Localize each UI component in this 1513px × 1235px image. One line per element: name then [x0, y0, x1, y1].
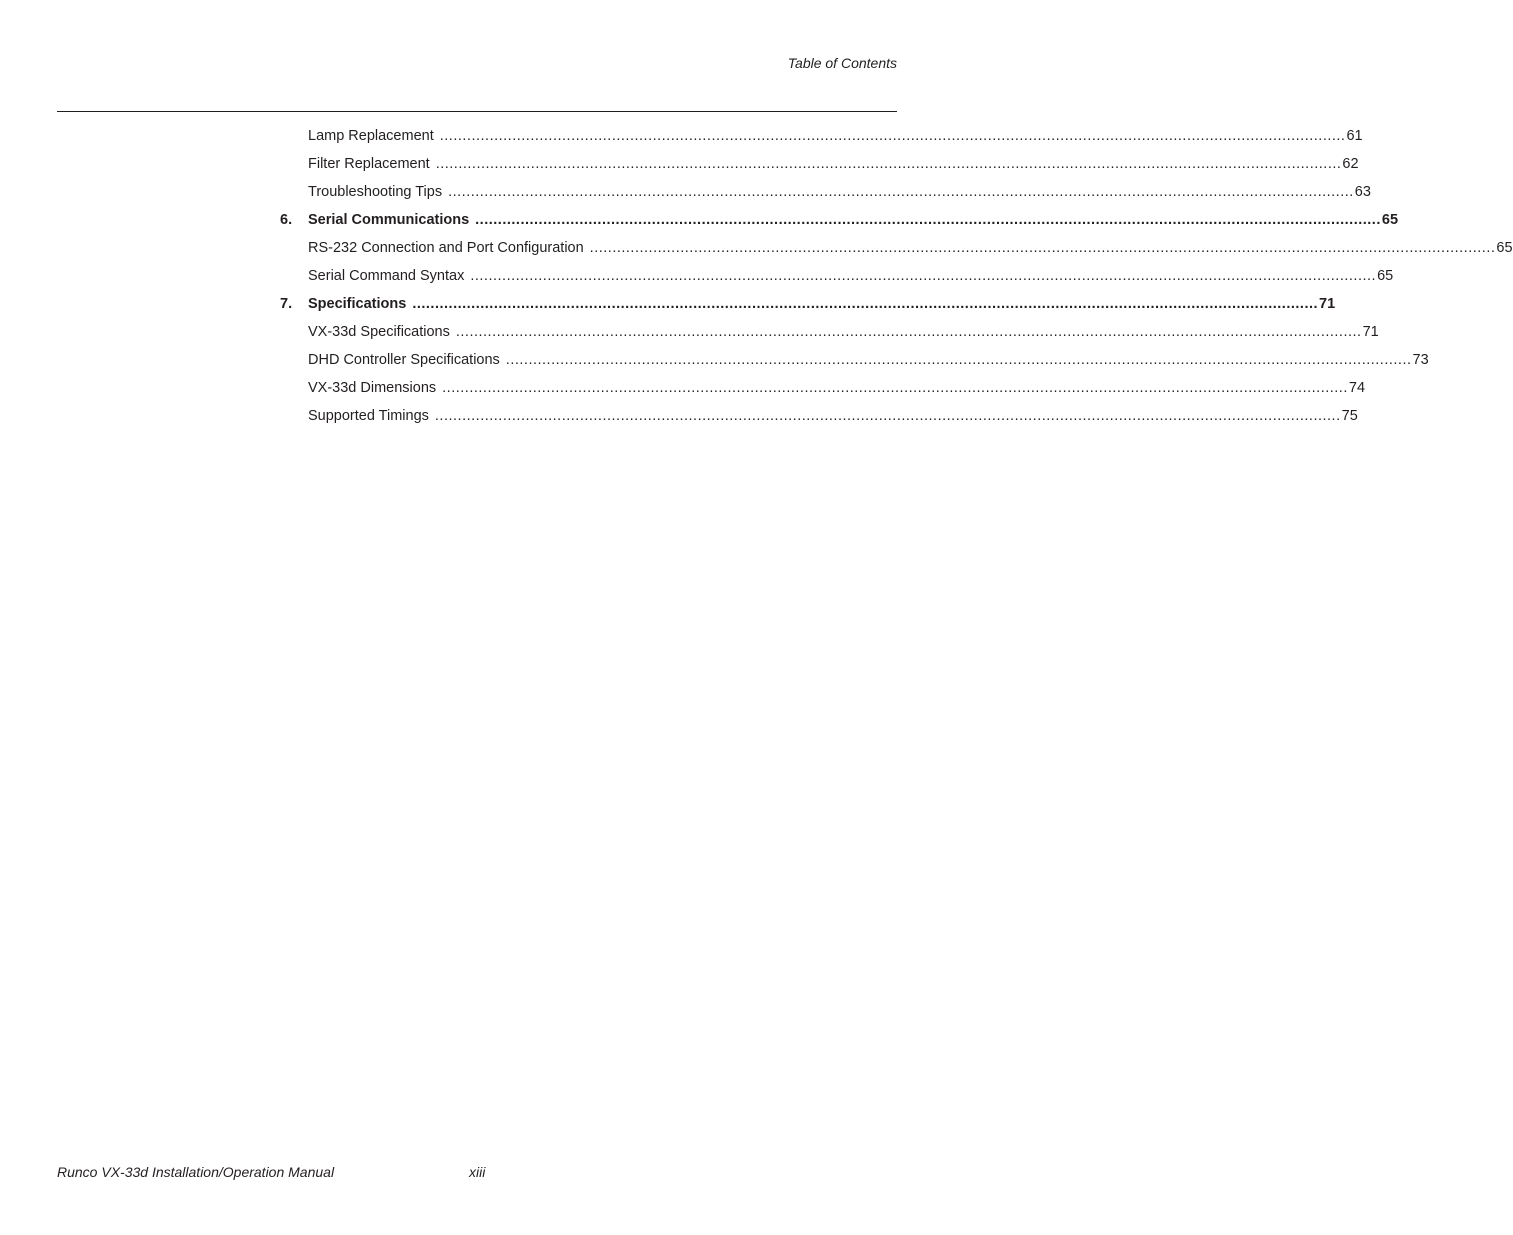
toc-entry-label[interactable]: Lamp Replacement — [308, 128, 434, 144]
toc-entry-page[interactable]: 61 — [1346, 128, 1363, 144]
toc-chapter-number: 7. — [280, 296, 293, 312]
toc-entry-label[interactable]: Filter Replacement — [308, 156, 430, 172]
header-rule — [57, 111, 897, 112]
dot-leader: ........................................................................................................................................................................................................ — [505, 352, 1412, 368]
toc-chapter-serial-communications[interactable] — [270, 206, 1399, 234]
dot-leader: ........................................................................................................................................................................................................ — [455, 324, 1362, 340]
dot-leader: ........................................................................................................................................................................................................ — [434, 408, 1341, 424]
running-header-title: Table of Contents — [787, 55, 897, 71]
toc-chapter-label[interactable]: Specifications — [308, 296, 407, 312]
toc-entry-label[interactable]: Troubleshooting Tips — [308, 184, 443, 200]
dot-leader: ........................................................................................................................................................................................................ — [470, 268, 1377, 284]
toc-entry-page[interactable]: 65 — [1377, 268, 1394, 284]
toc-chapter-page[interactable]: 65 — [1381, 212, 1399, 228]
toc-entry-page[interactable]: 75 — [1341, 408, 1358, 424]
dot-leader: ........................................................................................................................................................................................................ — [589, 240, 1496, 256]
toc-entry-page[interactable]: 71 — [1362, 324, 1379, 340]
toc-entry-vx33d-specifications[interactable] — [270, 318, 1379, 346]
toc-entry-dhd-controller-specifications[interactable] — [270, 346, 1429, 374]
toc-entry-vx33d-dimensions[interactable] — [270, 374, 1366, 402]
toc-chapter-label[interactable]: Serial Communications — [308, 212, 470, 228]
toc-entry-supported-timings[interactable] — [270, 402, 1358, 430]
footer-page-number: xiii — [469, 1164, 486, 1180]
dot-leader: ........................................................................................................................................................................................................ — [442, 380, 1348, 396]
toc-entry-label[interactable]: Serial Command Syntax — [308, 268, 465, 284]
toc-entry-serial-command-syntax[interactable] — [270, 262, 1394, 290]
dot-leader: ........................................................................................................................................................................................................ — [475, 212, 1381, 228]
footer-manual-title: Runco VX-33d Installation/Operation Manual — [57, 1164, 335, 1180]
dot-leader: ........................................................................................................................................................................................................ — [412, 296, 1319, 312]
toc-entry-page[interactable]: 63 — [1354, 184, 1371, 200]
toc-entry-label[interactable]: DHD Controller Specifications — [308, 352, 500, 368]
dot-leader: ........................................................................................................................................................................................................ — [439, 128, 1346, 144]
toc-entry-label[interactable]: VX-33d Dimensions — [308, 380, 437, 396]
table-of-contents — [270, 122, 1513, 430]
toc-entry-page[interactable]: 73 — [1412, 352, 1429, 368]
dot-leader: ........................................................................................................................................................................................................ — [435, 156, 1342, 172]
toc-entry-troubleshooting-tips[interactable] — [270, 178, 1371, 206]
toc-entry-label[interactable]: RS-232 Connection and Port Configuration — [308, 240, 584, 256]
toc-chapter-number: 6. — [280, 212, 293, 228]
toc-entry-lamp-replacement[interactable] — [270, 122, 1363, 150]
toc-entry-page[interactable]: 65 — [1496, 240, 1513, 256]
toc-entry-label[interactable]: VX-33d Specifications — [308, 324, 450, 340]
dot-leader: ........................................................................................................................................................................................................ — [448, 184, 1354, 200]
toc-chapter-page[interactable]: 71 — [1319, 296, 1336, 312]
toc-entry-page[interactable]: 74 — [1348, 380, 1366, 396]
toc-entry-label[interactable]: Supported Timings — [308, 408, 429, 424]
toc-chapter-specifications[interactable] — [270, 290, 1336, 318]
toc-entry-filter-replacement[interactable] — [270, 150, 1359, 178]
toc-entry-page[interactable]: 62 — [1342, 156, 1359, 172]
toc-entry-rs232-connection[interactable] — [270, 234, 1513, 262]
